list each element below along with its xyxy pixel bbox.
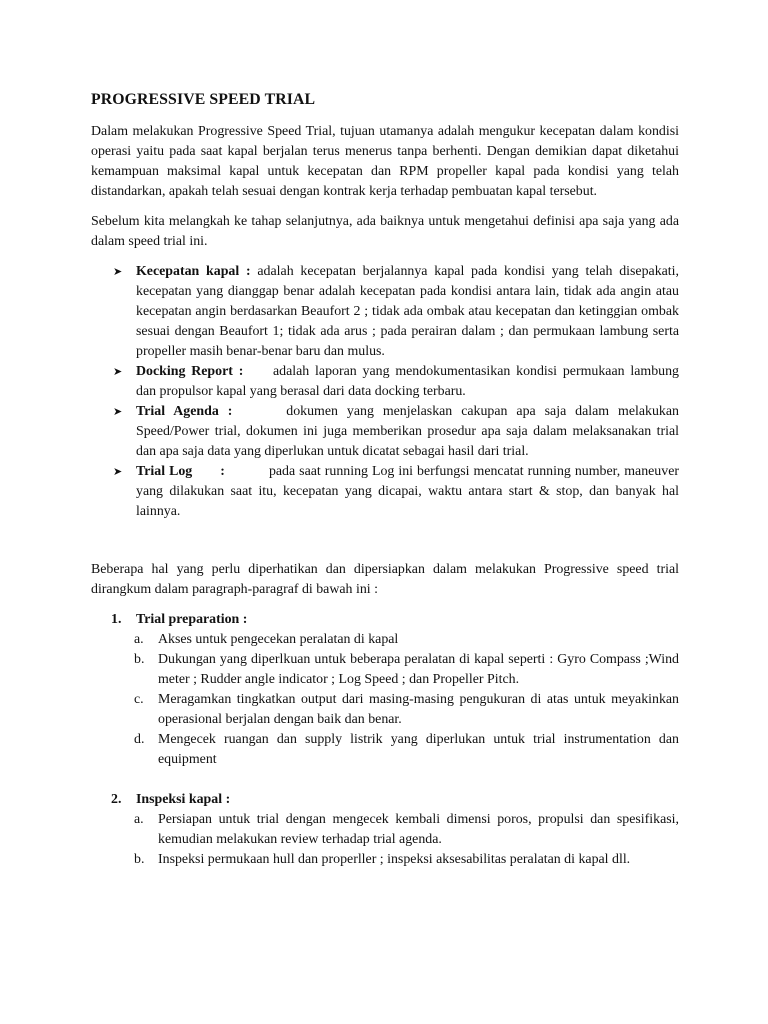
intro-paragraph: Dalam melakukan Progressive Speed Trial, tujuan utamanya adalah mengukur kecepatan dalam kondisi operasi yaitu pada saat kapal berjalan terus menerus tanpa berhenti. Dengan demikian dapat diketahui kemampuan maksimal kapal untuk kecepatan dan RPM propeller kapal pada kondisi yang telah distandarkan, apakah telah sesuai dengan kontrak kerja terhadap pembuatan kapal tersebut.	[91, 124, 679, 199]
definition-text: pada saat running Log ini berfungsi mencatat running number, maneuver yang dilakukan saat itu, kecepatan yang dicapai, waktu antara start & stop, dan banyak hal lainnya.	[136, 464, 679, 519]
arrow-bullet-icon: ➤	[113, 466, 123, 478]
arrow-bullet-icon: ➤	[113, 406, 123, 418]
section-heading-text: Trial preparation :	[136, 612, 248, 627]
definition-intro-paragraph: Sebelum kita melangkah ke tahap selanjutnya, ada baiknya untuk mengetahui definisi apa saja yang ada dalam speed trial ini.	[91, 214, 679, 249]
definition-text: adalah kecepatan berjalannya kapal pada kondisi yang telah disepakati, kecepatan yang dianggap benar adalah kecepatan pada kondisi antara lain, tidak ada angin atau kecepatan angin berdasarkan Beaufort 2 ; tidak ada ombak atau kecepatan dan ketinggian ombak sesuai dengan Beaufort 1; tidak ada arus ; pada perairan dalam ; dan permukaan lambung serta propeller masih benar-benar baru dan mulus.	[136, 264, 680, 359]
section-number: 2.	[111, 792, 122, 807]
section-heading	[91, 790, 679, 810]
item-text: Inspeksi permukaan hull dan properller ; inspeksi aksesabilitas peralatan di kapal dll.	[158, 852, 631, 867]
section-heading	[91, 610, 679, 630]
item-letter: a.	[134, 812, 144, 827]
item-text: Persiapan untuk trial dengan mengecek kembali dimensi poros, propulsi dan spesifikasi, kemudian melakukan review terhadap trial agenda.	[158, 812, 679, 847]
summary-intro-paragraph: Beberapa hal yang perlu diperhatikan dan dipersiapkan dalam melakukan Progressive speed trial dirangkum dalam paragraph-paragraf di bawah ini :	[91, 562, 679, 597]
arrow-bullet-icon: ➤	[113, 366, 123, 378]
section-inspeksi-kapal	[91, 790, 679, 870]
document-body	[91, 88, 679, 870]
page-title: PROGRESSIVE SPEED TRIAL	[91, 91, 316, 108]
definition-term: Trial Log :	[136, 464, 225, 479]
section-heading-text: Inspeksi kapal :	[136, 792, 231, 807]
definition-item-docking-report	[91, 362, 679, 402]
definition-text: dokumen yang menjelaskan cakupan apa saja dalam melakukan Speed/Power trial, dokumen ini juga memberikan prosedur apa saja dalam melaksanakan trial dan apa saja data yang diperlukan untuk dicatat sebagai hasil dari trial.	[136, 404, 679, 459]
definition-item-kecepatan-kapal	[91, 262, 679, 362]
sub-list	[91, 630, 679, 770]
section-trial-preparation	[91, 610, 679, 770]
item-letter: d.	[134, 732, 145, 747]
list-item	[91, 630, 679, 650]
list-item	[91, 810, 679, 850]
item-letter: a.	[134, 632, 144, 647]
item-text: Meragamkan tingkatkan output dari masing-masing pengukuran di atas untuk meyakinkan operasional berjalan dengan baik dan benar.	[158, 692, 679, 727]
definition-list	[91, 262, 679, 522]
item-text: Akses untuk pengecekan peralatan di kapal	[158, 632, 399, 647]
item-letter: b.	[134, 852, 145, 867]
item-text: Dukungan yang diperlkuan untuk beberapa peralatan di kapal seperti : Gyro Compass ;Wind meter ; Rudder angle indicator ; Log Speed ; dan Propeller Pitch.	[158, 652, 679, 687]
section-number: 1.	[111, 612, 122, 627]
arrow-bullet-icon: ➤	[113, 266, 123, 278]
definition-term: Kecepatan kapal :	[136, 264, 251, 279]
definition-text: adalah laporan yang mendokumentasikan kondisi permukaan lambung dan propulsor kapal yang berasal dari data docking terbaru.	[136, 364, 679, 399]
definition-item-trial-agenda	[91, 402, 679, 462]
definition-term: Docking Report :	[136, 364, 244, 379]
list-item	[91, 730, 679, 770]
item-text: Mengecek ruangan dan supply listrik yang diperlukan untuk trial instrumentation dan equipment	[158, 732, 679, 767]
item-letter: b.	[134, 652, 145, 667]
list-item	[91, 690, 679, 730]
item-letter: c.	[134, 692, 144, 707]
definition-term: Trial Agenda :	[136, 404, 233, 419]
list-item	[91, 650, 679, 690]
list-item	[91, 850, 679, 870]
sub-list	[91, 810, 679, 870]
definition-item-trial-log	[91, 462, 679, 522]
